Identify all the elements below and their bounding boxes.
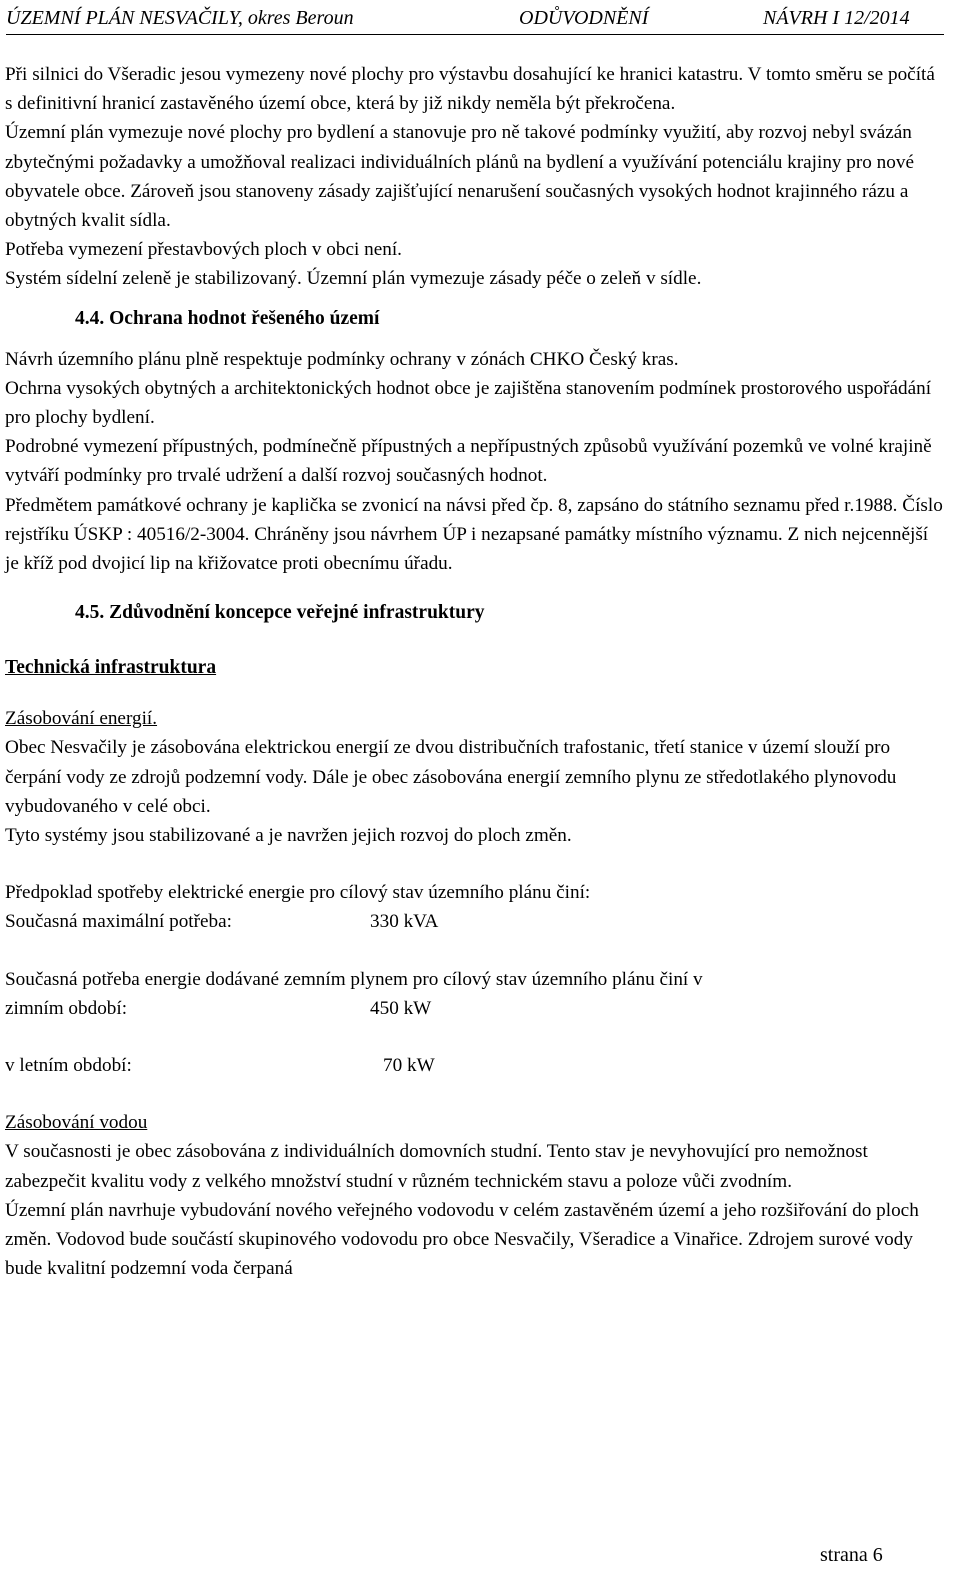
- section-heading-4-5: 4.5. Zdůvodnění koncepce veřejné infrastruktury: [75, 602, 485, 624]
- header-section-label: ODŮVODNĚNÍ: [519, 7, 649, 29]
- document-body: [5, 60, 945, 1284]
- spacer: [5, 1023, 945, 1051]
- header-document-title: ÚZEMNÍ PLÁN NESVAČILY, okres Beroun: [6, 7, 354, 29]
- paragraph: Ochrna vysokých obytných a architektonických hodnot obce je zajištěna stanovením podmínek prostorového uspořádání pro plochy bydlení.: [5, 377, 932, 429]
- paragraph: Tyto systémy jsou stabilizované a je navržen jejich rozvoj do ploch změn.: [5, 825, 572, 847]
- summer-demand-row: [5, 1051, 945, 1080]
- paragraph: Územní plán vymezuje nové plochy pro bydlení a stanovuje pro ně takové podmínky využití, aby rozvoj nebyl svázán zbytečnými požadavky a umožňoval realizaci individuálních plánů na bydlení a využívání potenciálu krajiny pro nové obyvatele obce. Zároveň jsou stanoveny zásady zajišťující nenarušení současných vysokých hodnot krajinného rázu a obytných kvalit sídla.: [5, 122, 914, 232]
- current-demand-value: 330 kVA: [370, 911, 439, 933]
- page-header: [6, 4, 944, 35]
- spacer: [5, 850, 945, 878]
- paragraph: Při silnici do Všeradic jesou vymezeny nové plochy pro výstavbu dosahující ke hranici katastru. V tomto směru se počítá s definitivní hranicí zastavěného území obce, která by již nikdy neměla být překročena.: [5, 64, 935, 115]
- winter-demand-value: 450 kW: [370, 997, 432, 1019]
- summer-demand-label: v letním období:: [5, 1055, 132, 1077]
- spacer: [5, 639, 945, 653]
- subsection-heading: Technická infrastruktura: [5, 657, 217, 679]
- paragraph: Územní plán navrhuje vybudování nového veřejného vodovodu v celém zastavěném území a jeho rozšiřování do ploch změn. Vodovod bude součástí skupinového vodovodu pro obce Nesvačily, Všeradice a Vinařice. Zdrojem surové vody bude kvalitní podzemní voda čerpaná: [5, 1199, 919, 1280]
- paragraph: Návrh územního plánu plně respektuje podmínky ochrany v zónách CHKO Český kras.: [5, 348, 679, 370]
- paragraph: Předmětem památkové ochrany je kaplička se zvonicí na návsi před čp. 8, zapsáno do státního seznamu před r.1988. Číslo rejstříku ÚSKP : 40516/2-3004. Chráněny jsou návrhem ÚP i nezapsané památky místního významu. Z nich nejcennější je kříž pod dvojicí lip na křižovatce proti obecnímu úřadu.: [5, 494, 943, 575]
- summer-demand-value: 70 kW: [383, 1055, 435, 1077]
- current-demand-label: Současná maximální potřeba:: [5, 911, 232, 933]
- winter-demand-label: zimním období:: [5, 997, 128, 1019]
- paragraph: Systém sídelní zeleně je stabilizovaný. Územní plán vymezuje zásady péče o zeleň v sídle.: [5, 268, 702, 290]
- spacer: [5, 1080, 945, 1108]
- water-title: Zásobování vodou: [5, 1112, 148, 1134]
- paragraph: Podrobné vymezení přípustných, podmínečně přípustných a nepřípustných způsobů využívání pozemků ve volné krajině vytváří podmínky pro trvalé udržení a další rozvoj současných hodnot.: [5, 436, 932, 487]
- paragraph: Obec Nesvačily je zásobována elektrickou energií ze dvou distribučních trafostanic, třetí stanice v území slouží pro čerpání vody ze zdrojů podzemní vody. Dále je obec zásobována energií zemního plynu ze středotlakého plynovodu vybudovaného v celé obci.: [5, 737, 897, 817]
- paragraph: Současná potřeba energie dodávané zemním plynem pro cílový stav územního plánu činí v: [5, 968, 703, 990]
- spacer: [5, 682, 945, 704]
- section-heading-4-4: 4.4. Ochrana hodnot řešeného území: [75, 307, 380, 329]
- header-version-label: NÁVRH I 12/2014: [763, 7, 910, 29]
- page-number: strana 6: [820, 1544, 883, 1566]
- energy-title: Zásobování energií.: [5, 708, 158, 730]
- forecast-title: Předpoklad spotřeby elektrické energie pro cílový stav územního plánu činí:: [5, 882, 591, 904]
- current-demand-row: [5, 907, 945, 936]
- spacer: [5, 937, 945, 965]
- paragraph: V současnosti je obec zásobována z individuálních domovních studní. Tento stav je nevyhovující pro nemožnost zabezpečit kvalitu vody z velkého množství studní v různém technickém stavu a poloze vůči zvodním.: [5, 1141, 868, 1192]
- paragraph: Potřeba vymezení přestavbových ploch v obci není.: [5, 239, 402, 261]
- winter-demand-row: [5, 994, 945, 1023]
